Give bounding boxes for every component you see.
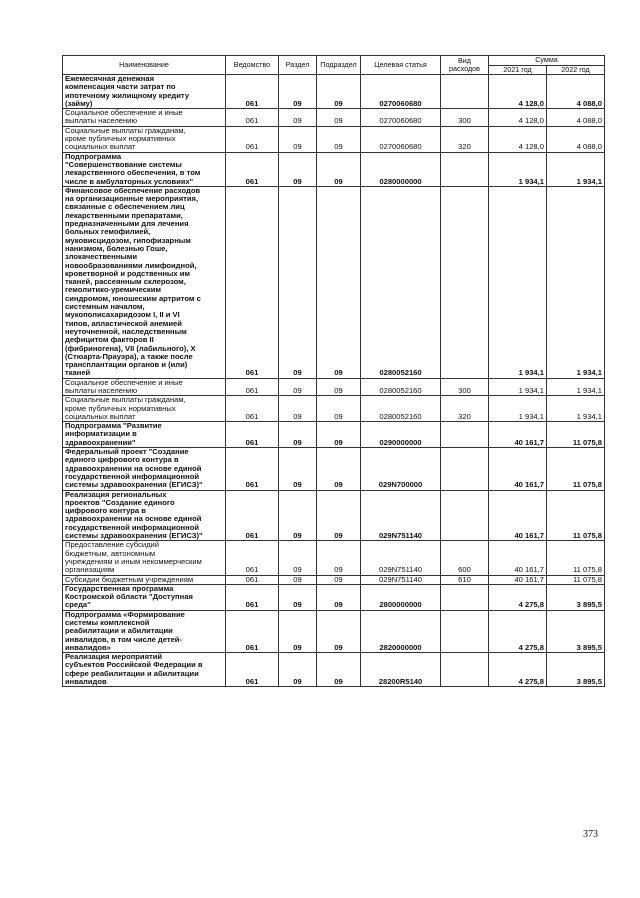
cell-subsection: 09	[317, 152, 361, 186]
cell-amount-2021: 40 161,7	[489, 575, 547, 584]
table-row	[63, 422, 605, 448]
cell-dept: 061	[226, 448, 279, 490]
cell-dept: 061	[226, 152, 279, 186]
table-row	[63, 575, 605, 584]
cell-amount-2022: 4 088,0	[547, 126, 605, 152]
cell-name: Социальные выплаты гражданам, кроме публичных нормативных социальных выплат	[63, 396, 226, 422]
cell-dept: 061	[226, 490, 279, 541]
cell-target: 28200R5140	[361, 653, 441, 687]
table-row	[63, 75, 605, 109]
cell-section: 09	[279, 378, 317, 396]
table-row	[63, 109, 605, 127]
cell-target: 2820000000	[361, 610, 441, 652]
cell-section: 09	[279, 610, 317, 652]
cell-dept: 061	[226, 396, 279, 422]
cell-dept: 061	[226, 378, 279, 396]
header-section: Раздел	[279, 56, 317, 75]
page-number: 373	[583, 829, 598, 840]
table-row	[63, 152, 605, 186]
cell-amount-2022: 1 934,1	[547, 396, 605, 422]
cell-name: Подпрограмма «Формирование системы комплексной реабилитации и абилитации инвалидов, в том числе детей- инвалидов»	[63, 610, 226, 652]
cell-section: 09	[279, 75, 317, 109]
cell-target: 0270060680	[361, 109, 441, 127]
cell-amount-2021: 4 128,0	[489, 75, 547, 109]
cell-amount-2022: 3 895,5	[547, 653, 605, 687]
table-row	[63, 448, 605, 490]
cell-type	[441, 186, 489, 378]
cell-section: 09	[279, 653, 317, 687]
cell-type	[441, 584, 489, 610]
cell-subsection: 09	[317, 378, 361, 396]
budget-table	[62, 55, 605, 687]
cell-name: Субсидии бюджетным учреждениям	[63, 575, 226, 584]
table-row	[63, 378, 605, 396]
cell-amount-2021: 4 275,8	[489, 653, 547, 687]
cell-amount-2022: 11 075,8	[547, 541, 605, 575]
cell-subsection: 09	[317, 653, 361, 687]
table-row	[63, 186, 605, 378]
cell-dept: 061	[226, 186, 279, 378]
cell-amount-2021: 4 128,0	[489, 126, 547, 152]
cell-amount-2022: 11 075,8	[547, 490, 605, 541]
cell-name: Реализация мероприятий субъектов Российской Федерации в сфере реабилитации и абилитации инвалидов	[63, 653, 226, 687]
table-row	[63, 541, 605, 575]
cell-subsection: 09	[317, 186, 361, 378]
cell-amount-2022: 11 075,8	[547, 575, 605, 584]
cell-target: 2800000000	[361, 584, 441, 610]
cell-amount-2022: 3 895,5	[547, 610, 605, 652]
cell-amount-2021: 40 161,7	[489, 490, 547, 541]
cell-section: 09	[279, 448, 317, 490]
cell-target: 0280000000	[361, 152, 441, 186]
cell-name: Реализация региональных проектов "Создание единого цифрового контура в здравоохранении на основе единой государственной информационной системы здравоохранения (ЕГИСЗ)"	[63, 490, 226, 541]
cell-subsection: 09	[317, 584, 361, 610]
cell-subsection: 09	[317, 448, 361, 490]
header-year-2022: 2022 год	[547, 65, 605, 75]
cell-target: 0280052160	[361, 186, 441, 378]
table-header-row	[63, 56, 605, 66]
table-row	[63, 584, 605, 610]
cell-subsection: 09	[317, 422, 361, 448]
cell-section: 09	[279, 126, 317, 152]
cell-amount-2021: 1 934,1	[489, 378, 547, 396]
header-dept: Ведомство	[226, 56, 279, 75]
cell-type: 320	[441, 396, 489, 422]
cell-section: 09	[279, 575, 317, 584]
cell-type	[441, 490, 489, 541]
table-row	[63, 396, 605, 422]
cell-subsection: 09	[317, 396, 361, 422]
cell-name: Подпрограмма "Совершенствование системы лекарственного обеспечения, в том числе в амбулаторных условиях"	[63, 152, 226, 186]
cell-type	[441, 152, 489, 186]
cell-dept: 061	[226, 75, 279, 109]
cell-section: 09	[279, 490, 317, 541]
cell-amount-2022: 4 088,0	[547, 75, 605, 109]
header-type: Вид расходов	[441, 56, 489, 75]
cell-type: 610	[441, 575, 489, 584]
cell-section: 09	[279, 186, 317, 378]
cell-section: 09	[279, 541, 317, 575]
cell-type	[441, 448, 489, 490]
cell-type: 300	[441, 378, 489, 396]
cell-amount-2022: 11 075,8	[547, 422, 605, 448]
cell-section: 09	[279, 396, 317, 422]
cell-target: 0290000000	[361, 422, 441, 448]
header-target: Целевая статья	[361, 56, 441, 75]
cell-dept: 061	[226, 422, 279, 448]
cell-target: 0280052160	[361, 378, 441, 396]
cell-target: 0270060680	[361, 75, 441, 109]
table-row	[63, 610, 605, 652]
cell-target: 029N751140	[361, 490, 441, 541]
cell-dept: 061	[226, 109, 279, 127]
cell-amount-2021: 40 161,7	[489, 541, 547, 575]
cell-amount-2021: 1 934,1	[489, 152, 547, 186]
header-subsection: Подраздел	[317, 56, 361, 75]
cell-section: 09	[279, 109, 317, 127]
cell-name: Социальное обеспечение и иные выплаты населению	[63, 109, 226, 127]
cell-dept: 061	[226, 575, 279, 584]
cell-amount-2021: 40 161,7	[489, 448, 547, 490]
table-body	[63, 75, 605, 687]
header-name: Наименование	[63, 56, 226, 75]
cell-type	[441, 653, 489, 687]
cell-target: 0280052160	[361, 396, 441, 422]
cell-dept: 061	[226, 126, 279, 152]
header-amount: Сумма	[489, 56, 605, 66]
cell-amount-2021: 4 275,8	[489, 610, 547, 652]
cell-name: Федеральный проект "Создание единого цифрового контура в здравоохранении на основе единой государственной информационной системы здравоохранения (ЕГИСЗ)"	[63, 448, 226, 490]
cell-dept: 061	[226, 584, 279, 610]
cell-type: 600	[441, 541, 489, 575]
cell-amount-2022: 4 088,0	[547, 109, 605, 127]
cell-amount-2022: 3 895,5	[547, 584, 605, 610]
cell-section: 09	[279, 152, 317, 186]
cell-type	[441, 75, 489, 109]
cell-type	[441, 422, 489, 448]
cell-section: 09	[279, 422, 317, 448]
cell-subsection: 09	[317, 575, 361, 584]
cell-amount-2021: 40 161,7	[489, 422, 547, 448]
table-row	[63, 653, 605, 687]
cell-amount-2021: 4 275,8	[489, 584, 547, 610]
table-row	[63, 126, 605, 152]
cell-name: Подпрограмма "Развитие информатизации в здравоохранении"	[63, 422, 226, 448]
cell-dept: 061	[226, 541, 279, 575]
cell-name: Предоставление субсидий бюджетным, автономным учреждениям и иным некоммерческим организациям	[63, 541, 226, 575]
cell-target: 0270060680	[361, 126, 441, 152]
cell-amount-2022: 1 934,1	[547, 378, 605, 396]
cell-amount-2022: 1 934,1	[547, 186, 605, 378]
cell-target: 029N751140	[361, 541, 441, 575]
cell-target: 029N700000	[361, 448, 441, 490]
table-row	[63, 490, 605, 541]
cell-type: 320	[441, 126, 489, 152]
cell-amount-2022: 11 075,8	[547, 448, 605, 490]
cell-amount-2021: 1 934,1	[489, 186, 547, 378]
cell-name: Социальное обеспечение и иные выплаты населению	[63, 378, 226, 396]
cell-dept: 061	[226, 653, 279, 687]
cell-name: Социальные выплаты гражданам, кроме публичных нормативных социальных выплат	[63, 126, 226, 152]
cell-name: Финансовое обеспечение расходов на организационные мероприятия, связанные с обеспечением лиц лекарственными препаратами, предназначенными для лечения больных гемофилией, муковисцидозом, гипофизарным нанизмом, болезнью Гоше, злокачественными новообразованиями лимфоидной, кроветворной и родственных им тканей, рассеянным склерозом, гемолитико-уремическим синдромом, юношеским артритом с системным началом, мукополисахаридозом I, II и VI типов, апластической анемией неуточненной, наследственным дефицитом факторов II (фибриногена), VII (лабильного), X (Стюарта-Прауэра), а также после трансплантации органов и (или) тканей	[63, 186, 226, 378]
cell-subsection: 09	[317, 75, 361, 109]
header-year-2021: 2021 год	[489, 65, 547, 75]
cell-dept: 061	[226, 610, 279, 652]
cell-subsection: 09	[317, 126, 361, 152]
cell-subsection: 09	[317, 610, 361, 652]
cell-amount-2021: 1 934,1	[489, 396, 547, 422]
cell-name: Государственная программа Костромской области "Доступная среда"	[63, 584, 226, 610]
cell-subsection: 09	[317, 490, 361, 541]
cell-subsection: 09	[317, 541, 361, 575]
cell-amount-2022: 1 934,1	[547, 152, 605, 186]
cell-section: 09	[279, 584, 317, 610]
cell-name: Ежемесячная денежная компенсация части затрат по ипотечному жилищному кредиту (займу)	[63, 75, 226, 109]
cell-subsection: 09	[317, 109, 361, 127]
cell-target: 029N751140	[361, 575, 441, 584]
cell-type: 300	[441, 109, 489, 127]
cell-type	[441, 610, 489, 652]
cell-amount-2021: 4 128,0	[489, 109, 547, 127]
